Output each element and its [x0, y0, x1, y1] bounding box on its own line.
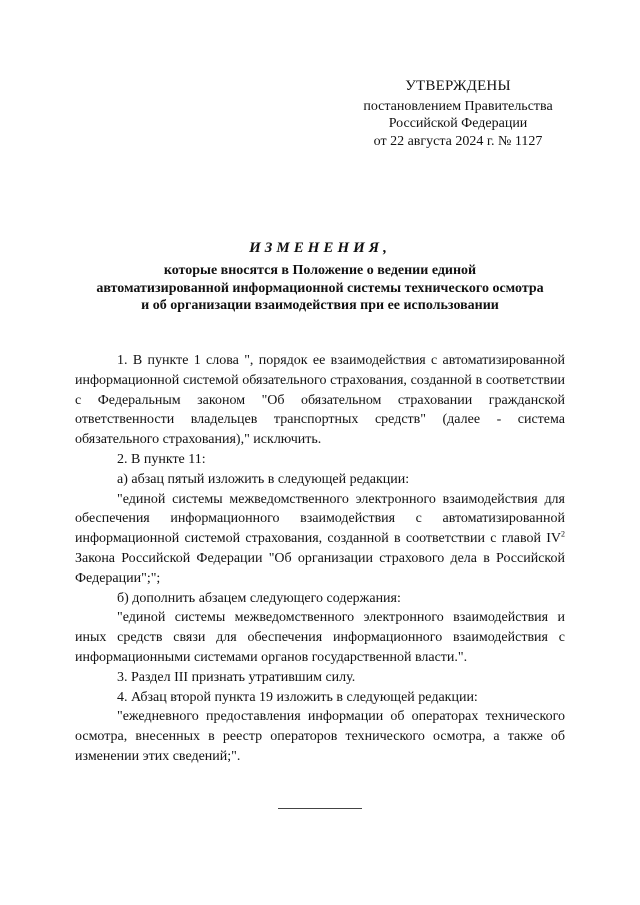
approval-line-2: Российской Федерации [388, 116, 528, 131]
subtitle-line-2: автоматизированной информационной системы технического осмотра [96, 280, 544, 296]
paragraph-4-text-a: "единой системы межведомственного электронного взаимодействия для обеспечения информационного взаимодействия с автоматизированной информационной системой страхования, созданной в соответствии с главой IV [75, 491, 565, 547]
document-title: ИЗМЕНЕНИЯ, [249, 240, 391, 256]
paragraph-3: а) абзац пятый изложить в следующей редакции: [117, 471, 410, 487]
paragraph-4-text-b: Закона Российской Федерации "Об организации страхового дела в Российской Федерации";"; [75, 550, 565, 586]
document-body [75, 351, 565, 767]
subtitle-line-3: и об организации взаимодействия при ее использовании [141, 298, 499, 313]
paragraph-5: б) дополнить абзацем следующего содержания: [117, 590, 401, 606]
paragraph-2: 2. В пункте 11: [117, 451, 206, 467]
approval-block [348, 78, 568, 150]
paragraph-7: 3. Раздел III признать утратившим силу. [117, 669, 356, 685]
subtitle-line-1: которые вносятся в Положение о ведении единой [163, 263, 477, 278]
approval-line-1: постановлением Правительства [363, 98, 553, 114]
paragraph-4 [75, 490, 565, 589]
paragraph-9: "ежедневного предоставления информации об операторах технического осмотра, внесенных в реестр операторов технического осмотра, а также об изменении этих сведений;". [75, 709, 565, 764]
paragraph-1: 1. В пункте 1 слова ", порядок ее взаимодействия с автоматизированной информационной системой обязательного страхования, созданной в соответствии с Федеральным законом "Об обязательном страховании гражданской ответственности владельцев транспортных средств" (далее - система обязательного страхования)," исключить. [75, 353, 565, 448]
end-separator-line [278, 808, 362, 809]
document-subtitle [64, 262, 576, 315]
approval-title: УТВЕРЖДЕНЫ [405, 78, 511, 94]
paragraph-6: "единой системы межведомственного электронного взаимодействия и иных средств связи для обеспечения информационного взаимодействия с информационными системами органов государственной власти.". [75, 610, 565, 665]
chapter-superscript: 2 [561, 529, 565, 539]
paragraph-8: 4. Абзац второй пункта 19 изложить в следующей редакции: [117, 689, 478, 705]
approval-line-3: от 22 августа 2024 г. № 1127 [373, 133, 543, 149]
